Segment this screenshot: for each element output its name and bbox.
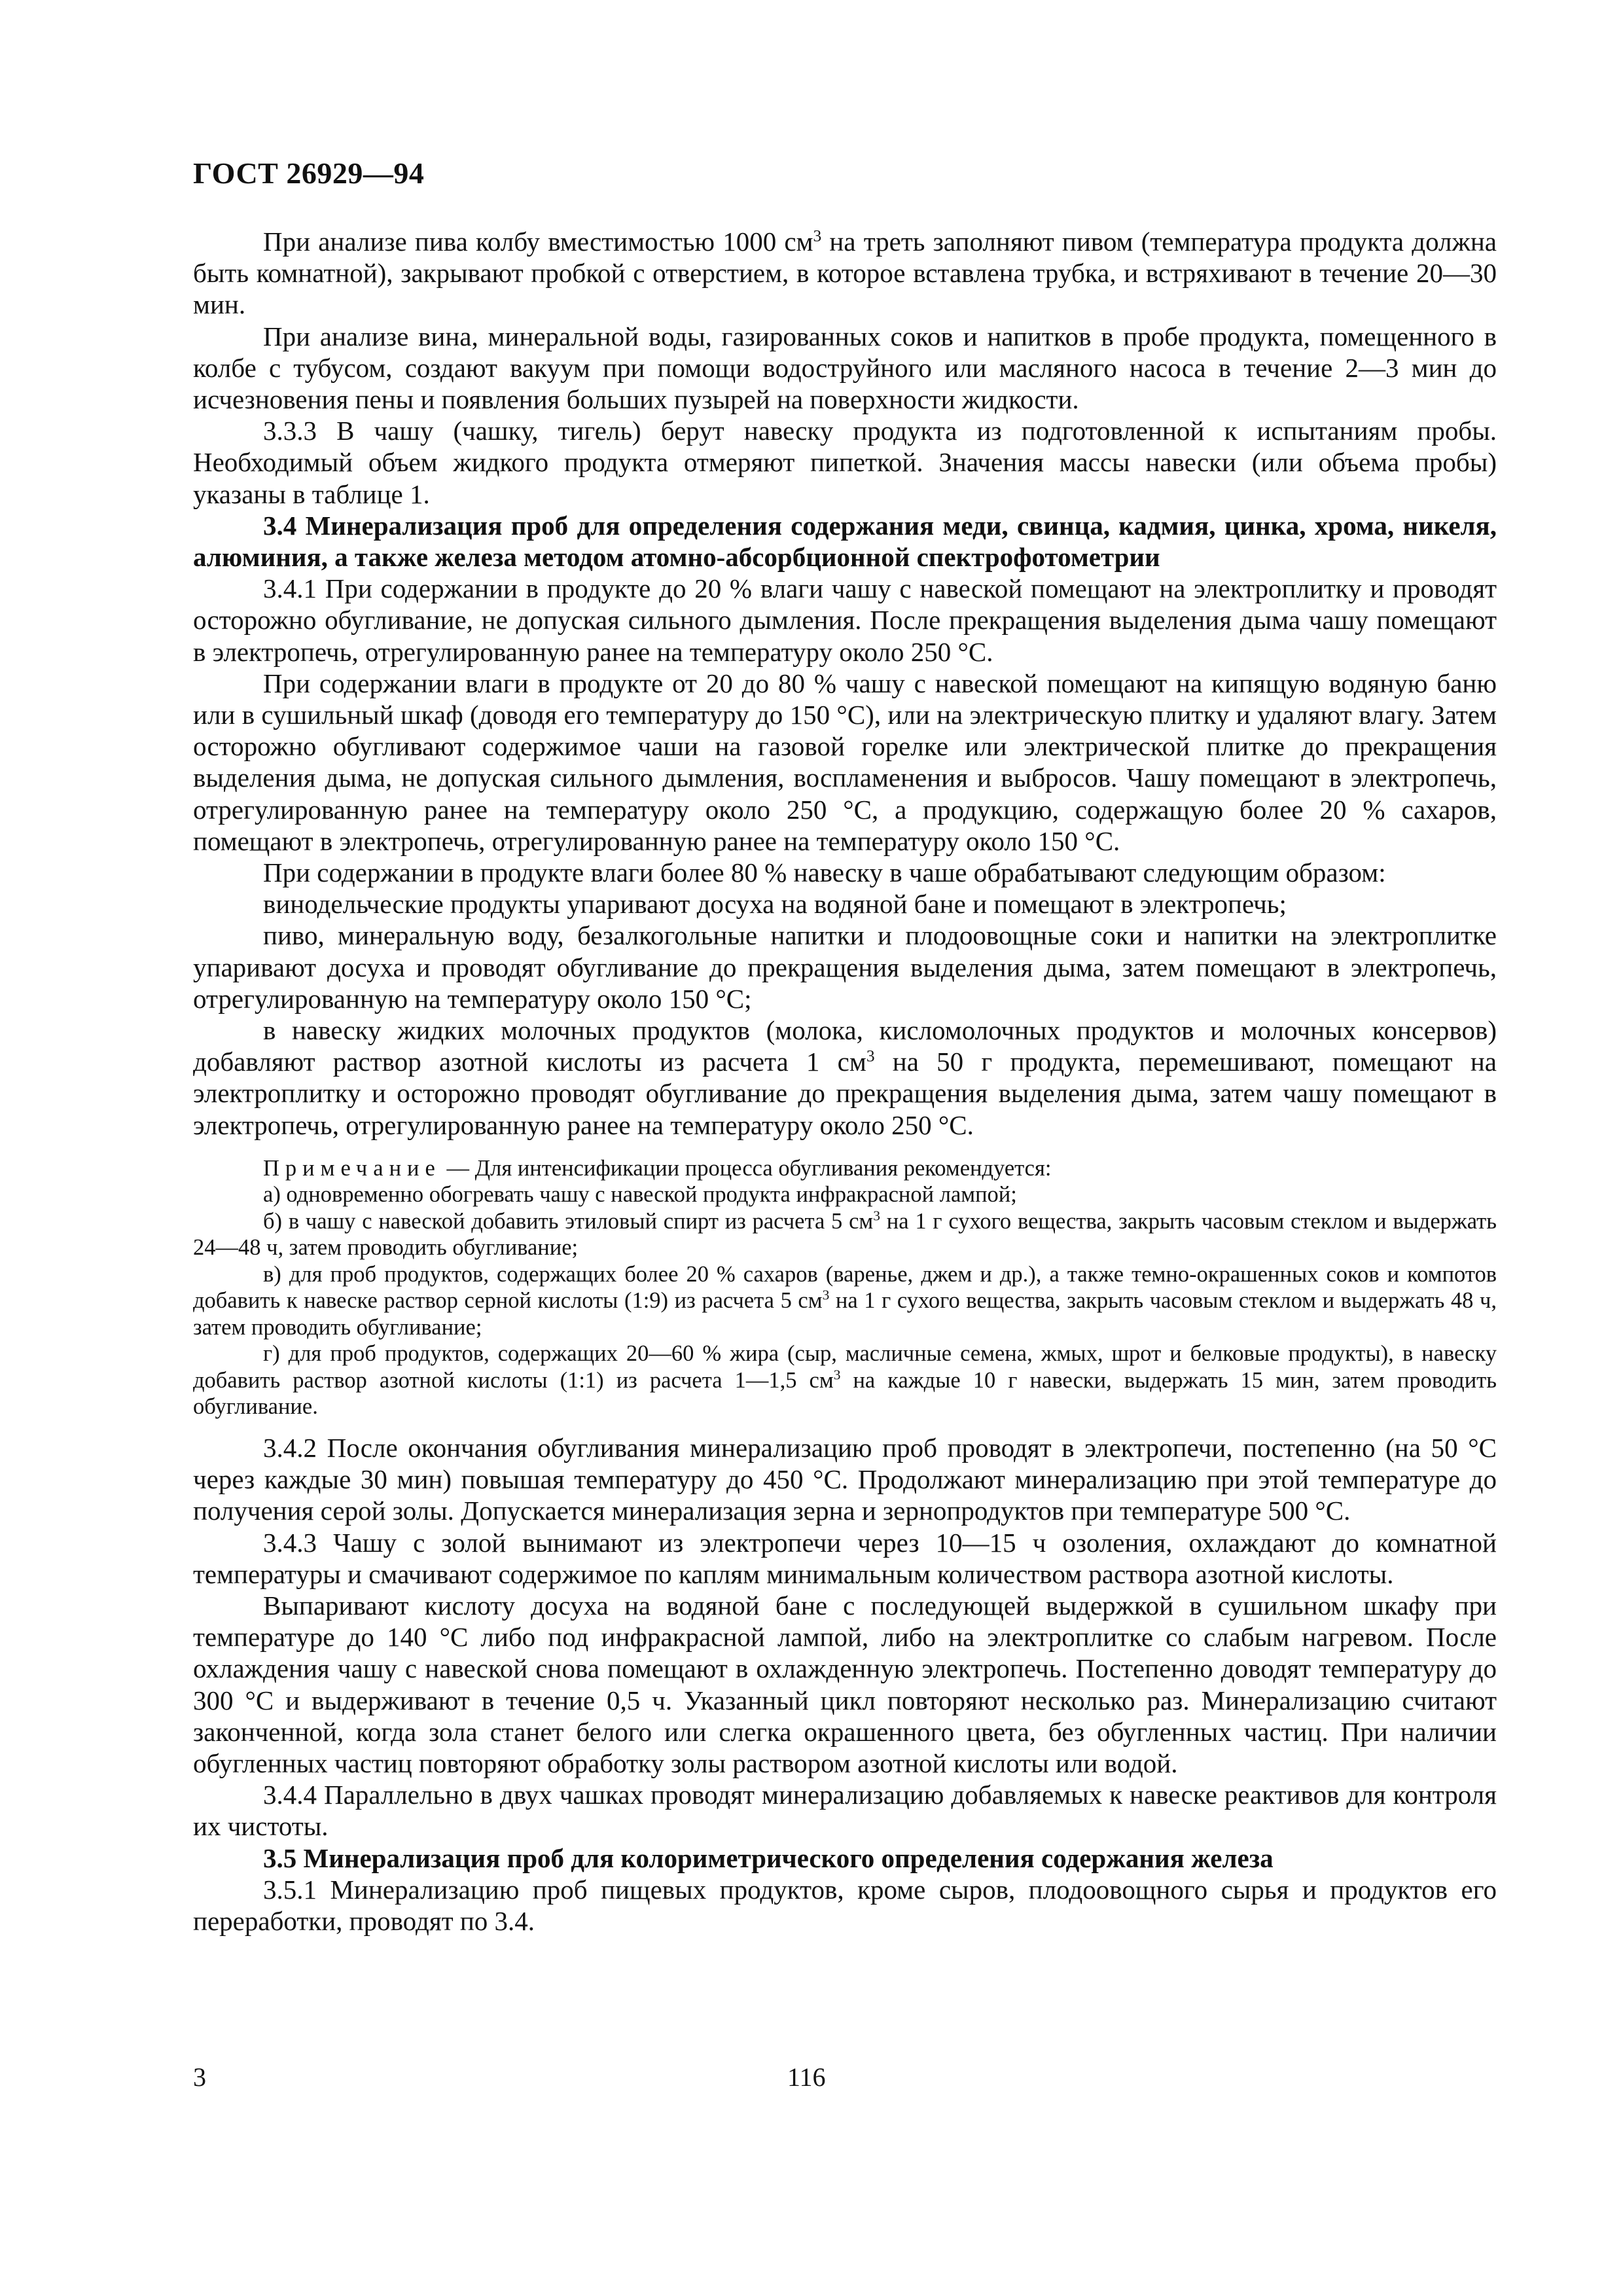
superscript: 3 bbox=[873, 1208, 880, 1224]
superscript: 3 bbox=[813, 226, 822, 245]
superscript: 3 bbox=[833, 1367, 841, 1383]
note-items bbox=[193, 1181, 1497, 1420]
note-label: Примечание bbox=[263, 1155, 441, 1181]
text-run: на 50 г продукта, перемешивают, помещают на электроплитку и осторожно проводят обугливание до прекращения выделения дыма, затем чашу помещают в электропечь, отрегулированную ранее на температуру около 250 °С. bbox=[193, 1047, 1497, 1140]
text-run: на каждые 10 г навески, выдержать 15 мин, затем проводить обугливание. bbox=[193, 1367, 1497, 1420]
note-item: а) одновременно обогревать чашу с навеской продукта инфракрасной лампой; bbox=[263, 1182, 1017, 1208]
paragraph: 3.4.2 После окончания обугливания минерализацию проб проводят в электропечи, постепенно (на 50 °С через каждые 30 мин) повышая температуру до 450 °С. Продолжают минерализацию при этой температуре до получения серой золы. Допускается минерализация зерна и зернопродуктов при температуре 500 °С. bbox=[193, 1432, 1497, 1526]
text-run: на 1 г сухого вещества, закрыть часовым стеклом и выдержать 24—48 ч, затем проводить обугливание; bbox=[193, 1208, 1497, 1261]
paragraph: 3.4.1 При содержании в продукте до 20 % влаги чашу с навеской помещают на электроплитку и проводят осторожно обугливание, не допуская сильного дымления. После прекращения выделения дыма чашу помещают в электропечь, отрегулированную ранее на температуру около 250 °С. bbox=[193, 573, 1497, 667]
text-run: на треть заполняют пивом (температура продукта должна быть комнатной), закрывают пробкой с отверстием, в которое вставлена трубка, и встряхивают в течение 20—30 мин. bbox=[193, 226, 1497, 320]
paragraph bbox=[193, 226, 1497, 321]
text-run: в) для проб продуктов, содержащих более 20 % сахаров (варенье, джем и др.), а также темно-окрашенных соков и компотов добавить к навеске раствор серной кислоты (1:9) из расчета 5 см bbox=[193, 1261, 1497, 1314]
text-run: на 1 г сухого вещества, закрыть часовым стеклом и выдержать 48 ч, затем проводить обугливание; bbox=[193, 1288, 1497, 1340]
text-run: г) для проб продуктов, содержащих 20—60 % жира (сыр, масличные семена, жмых, шрот и белковые продукты), в навеску добавить раствор азотной кислоты (1:1) из расчета 1—1,5 см bbox=[193, 1341, 1497, 1393]
document-body bbox=[193, 226, 1497, 1937]
paragraph: 3.5.1 Минерализацию проб пищевых продуктов, кроме сыров, плодоовощного сырья и продуктов его переработки, проводят по 3.4. bbox=[193, 1874, 1497, 1936]
text-run: При анализе пива колбу вместимостью 1000 см bbox=[263, 226, 813, 257]
paragraph: пиво, минеральную воду, безалкогольные напитки и плодоовощные соки и напитки на электроплитке упаривают досуха и проводят обугливание до прекращения выделения дыма, затем помещают в электропечь, отрегулированную на температуру около 150 °С; bbox=[193, 920, 1497, 1014]
standard-header: ГОСТ 26929—94 bbox=[193, 156, 425, 190]
footer-page-number: 116 bbox=[787, 2062, 826, 2092]
paragraph: При содержании влаги в продукте от 20 до 80 % чашу с навеской помещают на кипящую водяную баню или в сушильный шкаф (доводя его температуру до 150 °С), или на электрическую плитку и удаляют влагу. Затем осторожно обугливают содержимое чаши на газовой горелке или электрической плитке до прекращения выделения дыма, не допуская сильного дымления, воспламенения и выбросов. Чашу помещают в электропечь, отрегулированную ранее на температуру около 250 °С, а продукцию, содержащую более 20 % сахаров, помещают в электропечь, отрегулированную ранее на температуру около 150 °С. bbox=[193, 668, 1497, 856]
paragraph: При анализе вина, минеральной воды, газированных соков и напитков в пробе продукта, помещенного в колбе с тубусом, создают вакуум при помощи водоструйного или масляного насоса в течение 2—3 мин до исчезновения пены и появления больших пузырей на поверхности жидкости. bbox=[193, 321, 1497, 415]
note-intro bbox=[193, 1155, 1497, 1182]
paragraph: 3.3.3 В чашу (чашку, тигель) берут навеску продукта из подготовленной к испытаниям пробы. Необходимый объем жидкого продукта отмеряют пипеткой. Значения массы навески (или объема пробы) указаны в таблице 1. bbox=[193, 416, 1497, 509]
section-heading: 3.5 Минерализация проб для колориметрического определения содержания железа bbox=[263, 1842, 1274, 1873]
text-run: б) в чашу с навеской добавить этиловый спирт из расчета 5 см bbox=[263, 1208, 874, 1234]
footer-page-marker: 3 bbox=[193, 2062, 206, 2092]
note-item bbox=[193, 1340, 1497, 1420]
superscript: 3 bbox=[866, 1047, 875, 1066]
superscript: 3 bbox=[822, 1287, 830, 1303]
paragraph: 3.4.4 Параллельно в двух чашках проводят минерализацию добавляемых к навеске реактивов для контроля их чистоты. bbox=[193, 1780, 1497, 1842]
note-item bbox=[193, 1261, 1497, 1341]
note-item bbox=[193, 1208, 1497, 1261]
paragraph: винодельческие продукты упаривают досуха на водяной бане и помещают в электропечь; bbox=[263, 889, 1287, 920]
paragraph bbox=[193, 1014, 1497, 1141]
paragraph: При содержании в продукте влаги более 80 % навеску в чаше обрабатывают следующим образом: bbox=[263, 857, 1386, 888]
paragraph: Выпаривают кислоту досуха на водяной бане с последующей выдержкой в сушильном шкафу при температуре до 140 °С либо под инфракрасной лампой, либо на электроплитке со слабым нагревом. После охлаждения чашу с навеской снова помещают в охлажденную электропечь. Постепенно доводят температуру до 300 °С и выдерживают в течение 0,5 ч. Указанный цикл повторяют несколько раз. Минерализацию считают законченной, когда зола станет белого или слегка окрашенного цвета, без обугленных частиц. При наличии обугленных частиц повторяют обработку золы раствором азотной кислоты или водой. bbox=[193, 1590, 1497, 1778]
note-block bbox=[193, 1155, 1497, 1420]
note-intro-text: — Для интенсификации процесса обугливания рекомендуется: bbox=[440, 1155, 1052, 1181]
section-3-4-2 bbox=[193, 1432, 1497, 1937]
section-3-3 bbox=[193, 226, 1497, 1141]
paragraph: 3.4.3 Чашу с золой вынимают из электропечи через 10—15 ч озоления, охлаждают до комнатной температуры и смачивают содержимое по каплям минимальным количеством раствора азотной кислоты. bbox=[193, 1527, 1497, 1589]
text-run: в навеску жидких молочных продуктов (молока, кисломолочных продуктов и молочных консервов) добавляют раствор азотной кислоты из расчета 1 см bbox=[193, 1015, 1497, 1077]
section-heading: 3.4 Минерализация проб для определения содержания меди, свинца, кадмия, цинка, хрома, никеля, алюминия, а также железа методом атомно-абсорбционной спектрофотометрии bbox=[193, 510, 1497, 573]
